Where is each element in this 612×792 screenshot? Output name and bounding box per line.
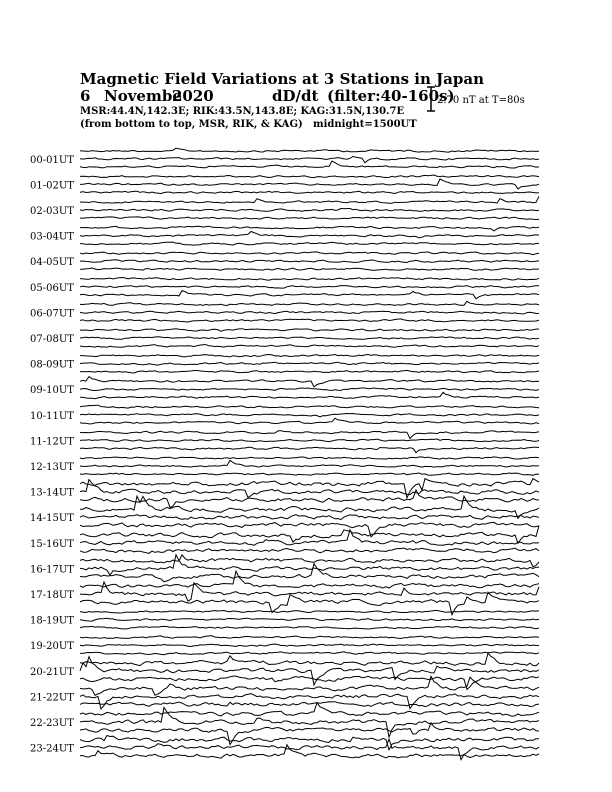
trace-rik (80, 739, 539, 760)
trace-rik (80, 644, 539, 646)
trace-msr (80, 548, 539, 553)
trace-msr (80, 652, 539, 655)
quantity-label: dD/dt (272, 87, 319, 105)
trace-rik (80, 708, 539, 738)
trace-kag (80, 377, 539, 387)
trace-rik (80, 618, 539, 621)
date-year: 2020 (172, 87, 214, 105)
row-label: 06-07UT (30, 308, 74, 320)
filter-label: (filter:40-160s) (327, 87, 455, 105)
trace-rik (80, 362, 539, 365)
trace-rik (80, 286, 539, 289)
chart-title: Magnetic Field Variations at 3 Stations in Japan (80, 70, 485, 88)
row-label: 18-19UT (30, 615, 74, 627)
row-label: 22-23UT (30, 718, 74, 729)
trace-rik (80, 388, 539, 391)
trace-kag (80, 329, 539, 332)
order-note: (from bottom to top, MSR, RIK, & KAG) (80, 119, 303, 130)
row-label: 19-20UT (30, 641, 74, 653)
date-month: Novembe (104, 87, 182, 105)
trace-rik (80, 232, 539, 238)
midnight-note: midnight=1500UT (313, 119, 417, 130)
trace-rik (80, 480, 539, 498)
row-label: 09-10UT (30, 385, 74, 397)
row-label: 15-16UT (30, 538, 74, 550)
trace-rik (80, 439, 539, 442)
trace-kag (80, 278, 539, 281)
trace-rik (80, 311, 539, 314)
trace-msr (80, 370, 539, 373)
trace-kag (80, 571, 539, 588)
trace-rik (80, 414, 539, 417)
trace-msr (80, 723, 539, 745)
row-label: 00-01UT (30, 154, 74, 166)
row-label: 07-08UT (30, 334, 74, 345)
row-label: 03-04UT (30, 231, 74, 243)
row-label: 10-11UT (30, 410, 74, 422)
trace-rik (80, 208, 539, 211)
scale-label: 2.70 nT at T=80s (437, 95, 525, 106)
subtitle-line (80, 87, 455, 105)
trace-msr (80, 392, 539, 398)
trace-kag (80, 431, 539, 439)
trace-kag (80, 479, 539, 498)
trace-kag (80, 355, 539, 357)
trace-kag (80, 226, 539, 231)
row-label: 20-21UT (30, 666, 74, 678)
trace-kag (80, 175, 539, 178)
trace-kag (80, 636, 539, 639)
row-label: 01-02UT (30, 180, 74, 192)
trace-rik (80, 460, 539, 467)
trace-rik (80, 337, 539, 340)
row-label: 04-05UT (30, 257, 74, 269)
stations-line: MSR:44.4N,142.3E; RIK:43.5N,143.8E; KAG:31.5N,130.7E (80, 106, 405, 117)
trace-kag (80, 252, 539, 255)
trace-kag (80, 196, 539, 203)
row-label: 12-13UT (30, 462, 74, 473)
trace-rik (80, 657, 539, 685)
trace-kag (80, 148, 539, 152)
trace-kag (80, 555, 539, 567)
trace-msr (80, 161, 539, 168)
row-label: 13-14UT (30, 487, 74, 499)
row-label: 11-12UT (30, 436, 74, 448)
trace-msr (80, 564, 539, 582)
trace-msr (80, 473, 539, 475)
trace-kag (80, 736, 539, 750)
trace-rik (80, 179, 539, 189)
trace-msr (80, 319, 539, 322)
row-label: 05-06UT (30, 282, 74, 294)
trace-kag (80, 405, 539, 408)
row-label: 17-18UT (30, 590, 74, 601)
trace-rik (80, 260, 539, 263)
trace-kag (80, 301, 539, 305)
row-label: 16-17UT (30, 564, 74, 576)
trace-rik (80, 515, 539, 520)
trace-msr (80, 702, 539, 707)
trace-rik (80, 530, 539, 546)
trace-kag (80, 703, 539, 716)
trace-msr (80, 191, 539, 193)
row-label: 08-09UT (30, 359, 74, 371)
trace-msr (80, 268, 539, 270)
trace-msr (80, 418, 539, 424)
trace-msr (80, 345, 539, 348)
trace-kag (80, 610, 539, 613)
trace-msr (80, 242, 539, 245)
row-label: 21-22UT (30, 692, 74, 704)
trace-kag (80, 457, 539, 459)
trace-msr (80, 447, 539, 452)
hour-rows (30, 148, 539, 760)
trace-msr (80, 217, 539, 220)
row-label: 02-03UT (30, 206, 74, 217)
trace-rik (80, 555, 539, 575)
row-label: 14-15UT (30, 513, 74, 525)
row-label: 23-24UT (30, 743, 74, 755)
trace-kag (80, 653, 539, 666)
trace-msr (80, 626, 539, 629)
date-day: 6 (80, 87, 91, 105)
trace-msr (80, 291, 539, 299)
trace-rik (80, 157, 539, 163)
